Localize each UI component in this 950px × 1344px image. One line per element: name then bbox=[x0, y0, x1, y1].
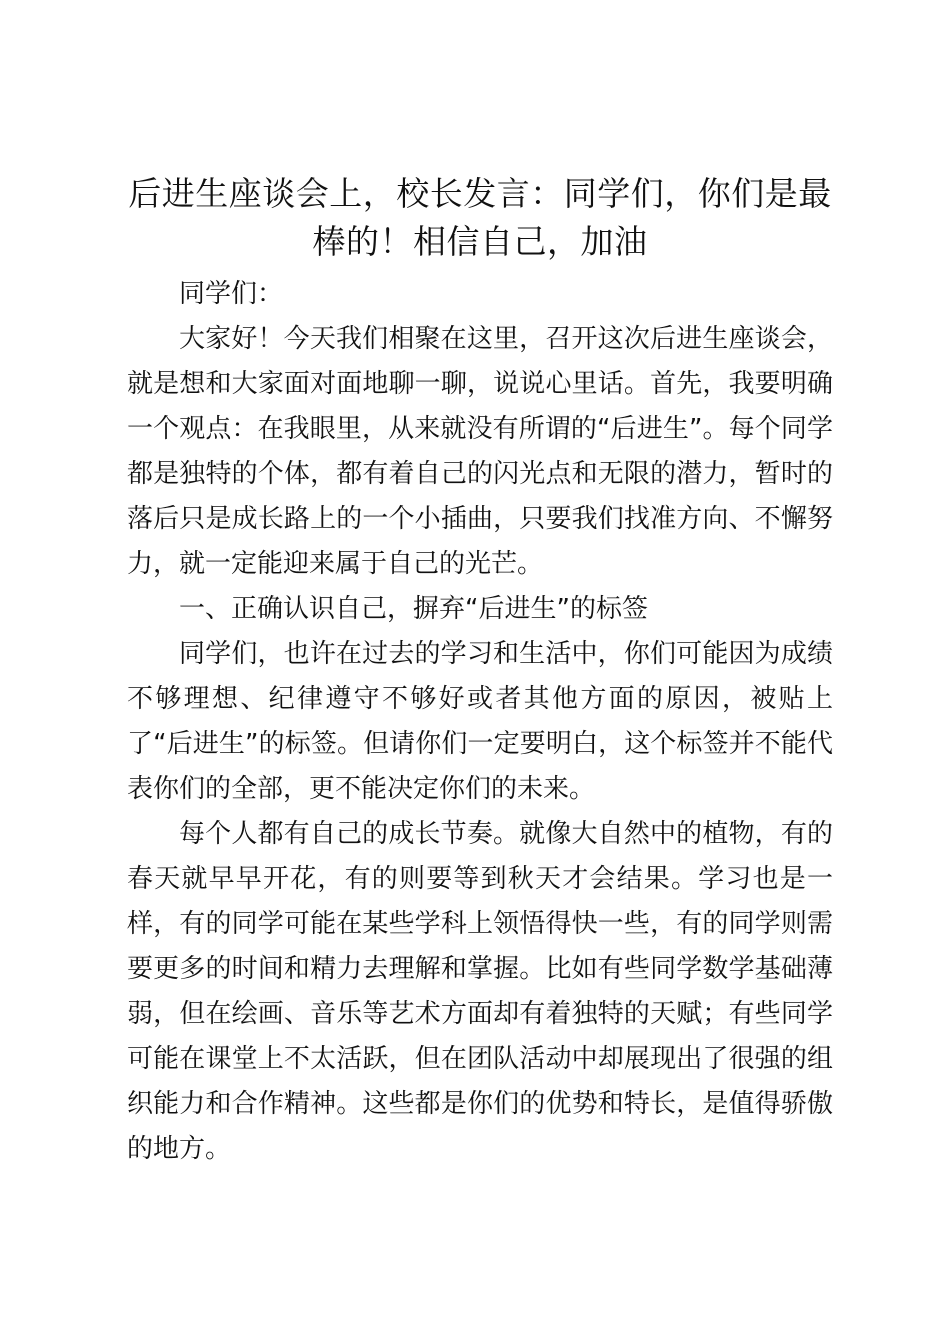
document-title: 后进生座谈会上，校长发言：同学们，你们是最棒的！相信自己，加油 bbox=[128, 174, 832, 261]
paragraph-growth-rhythm: 每个人都有自己的成长节奏。就像大自然中的植物，有的春天就早早开花，有的则要等到秋天才会结果。学习也是一样，有的同学可能在某些学科上领悟得快一些，有的同学则需要更多的时间和精力去理解和掌握。比如有些同学数学基础薄弱，但在绘画、音乐等艺术方面却有着独特的天赋；有些同学可能在课堂上不太活跃，但在团队活动中却展现出了很强的组织能力和合作精神。这些都是你们的优势和特长，是值得骄傲的地方。 bbox=[127, 819, 833, 1164]
section-heading-1: 一、正确认识自己，摒弃“后进生”的标签 bbox=[179, 594, 648, 624]
paragraph-label: 同学们，也许在过去的学习和生活中，你们可能因为成绩不够理想、纪律遵守不够好或者其他方面的原因，被贴上了“后进生”的标签。但请你们一定要明白，这个标签并不能代表你们的全部，更不能决定你们的未来。 bbox=[127, 639, 833, 804]
paragraph-opening: 大家好！今天我们相聚在这里，召开这次后进生座谈会，就是想和大家面对面地聊一聊，说说心里话。首先，我要明确一个观点：在我眼里，从来就没有所谓的“后进生”。每个同学都是独特的个体，都有着自己的闪光点和无限的潜力，暂时的落后只是成长路上的一个小插曲，只要我们找准方向、不懈努力，就一定能迎来属于自己的光芒。 bbox=[127, 324, 833, 579]
salutation: 同学们： bbox=[179, 279, 284, 309]
document-body bbox=[127, 170, 833, 1172]
